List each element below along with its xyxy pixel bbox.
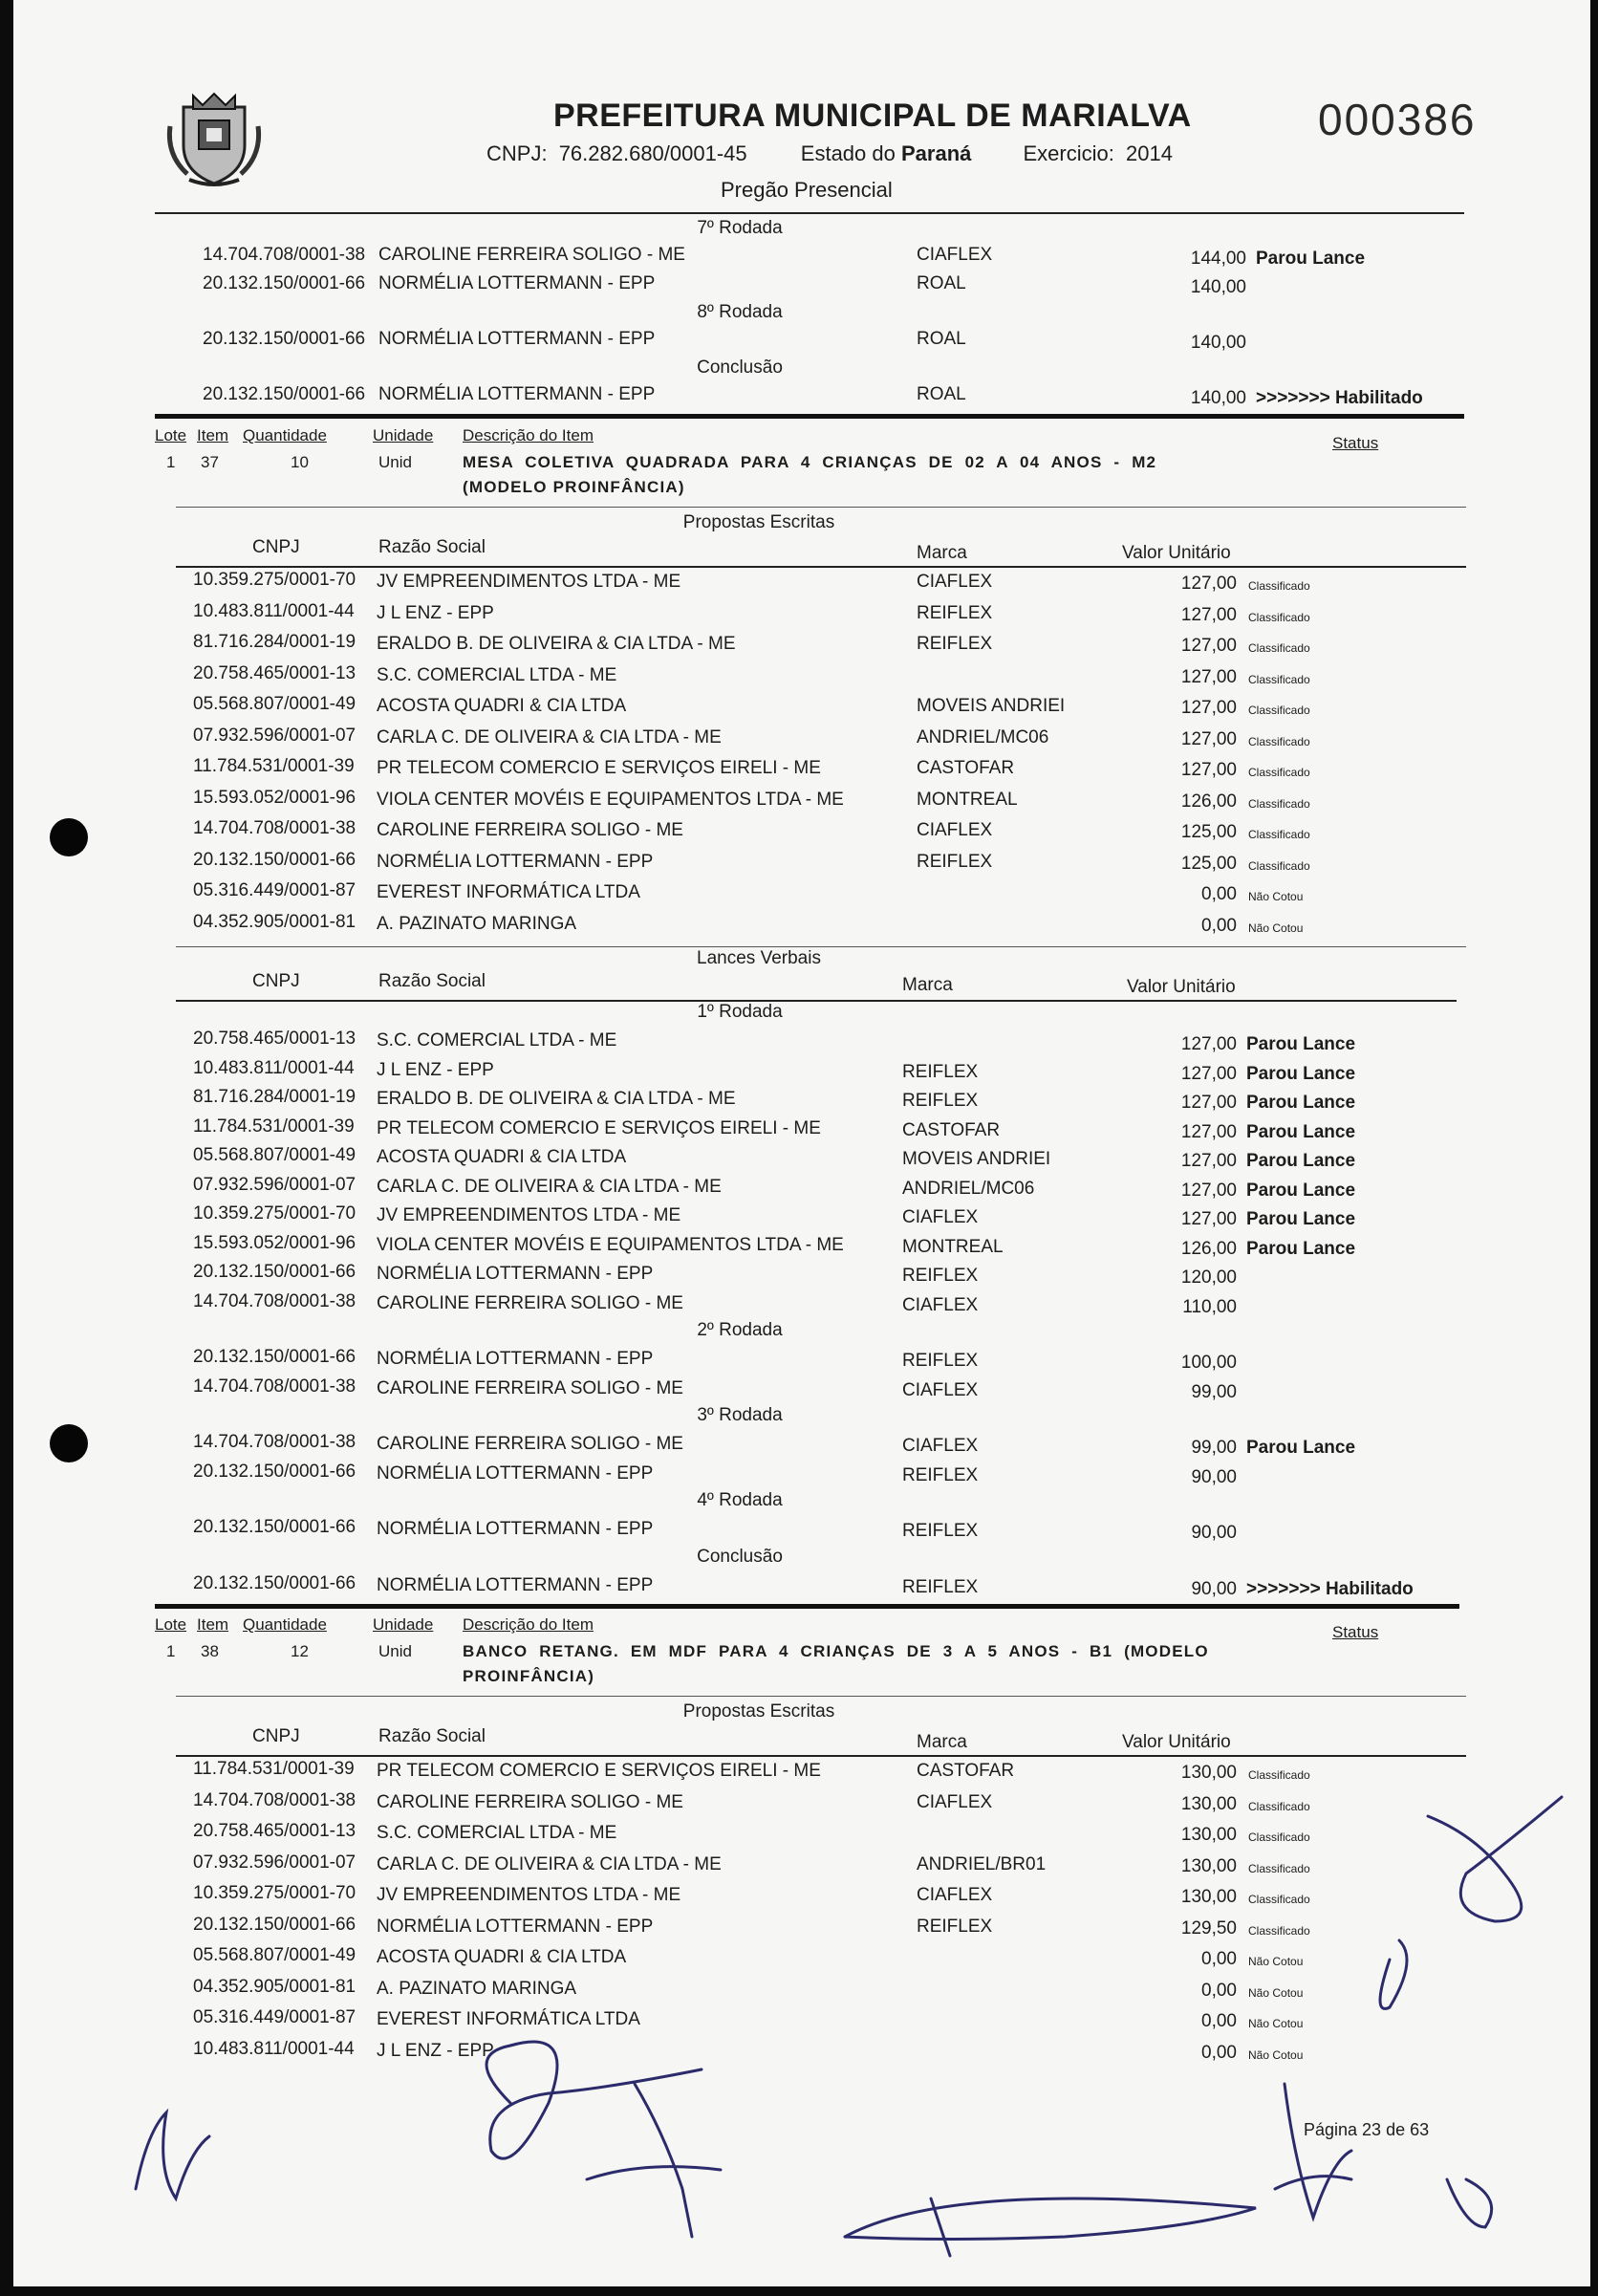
lance-cnpj: 10.359.275/0001-70 bbox=[193, 1203, 356, 1224]
proposta-cnpj: 14.704.708/0001-38 bbox=[193, 818, 356, 838]
bid-marca: ROAL bbox=[917, 384, 966, 404]
lance-razao: ERALDO B. DE OLIVEIRA & CIA LTDA - ME bbox=[377, 1089, 736, 1109]
page-number: Página 23 de 63 bbox=[1304, 2120, 1430, 2139]
bid-razao: NORMÉLIA LOTTERMANN - EPP bbox=[378, 273, 656, 293]
proposta-razao: CAROLINE FERREIRA SOLIGO - ME bbox=[377, 1791, 683, 1812]
proposta-marca: CASTOFAR bbox=[917, 758, 1015, 778]
proposta-status: Classificado bbox=[1248, 1799, 1310, 1813]
bid-marca: ROAL bbox=[917, 329, 966, 349]
punch-hole bbox=[50, 818, 88, 856]
proposta-cnpj: 20.758.465/0001-13 bbox=[193, 1821, 356, 1841]
col-cnpj: CNPJ bbox=[252, 537, 300, 557]
proposta-valor: 130,00 bbox=[1180, 1855, 1237, 1876]
proposta-cnpj: 10.359.275/0001-70 bbox=[193, 1883, 356, 1903]
proposta-razao: ERALDO B. DE OLIVEIRA & CIA LTDA - ME bbox=[377, 634, 736, 654]
proposta-status: Não Cotou bbox=[1248, 2047, 1304, 2062]
bid-valor: 140,00 bbox=[1190, 277, 1246, 297]
lance-cnpj: 14.704.708/0001-38 bbox=[193, 1290, 356, 1311]
proposta-razao: S.C. COMERCIAL LTDA - ME bbox=[377, 664, 617, 685]
item-descricao: BANCO RETANG. EM MDF PARA 4 CRIANÇAS DE 3 A 5 ANOS - B1 (MODELO bbox=[463, 1642, 1209, 1660]
lance-valor: 127,00 bbox=[1180, 1151, 1237, 1171]
modalidade: Pregão Presencial bbox=[721, 178, 893, 202]
estado-value: Paraná bbox=[900, 141, 972, 165]
lance-valor: 127,00 bbox=[1180, 1121, 1237, 1142]
proposta-valor: 127,00 bbox=[1180, 574, 1237, 594]
lance-status: Parou Lance bbox=[1246, 1034, 1356, 1054]
bid-valor: 140,00 bbox=[1190, 388, 1246, 408]
proposta-cnpj: 04.352.905/0001-81 bbox=[193, 911, 356, 932]
proposta-cnpj: 20.132.150/0001-66 bbox=[193, 1914, 356, 1935]
proposta-cnpj: 20.758.465/0001-13 bbox=[193, 662, 356, 683]
document-page bbox=[13, 0, 1590, 2286]
bid-cnpj: 20.132.150/0001-66 bbox=[203, 273, 366, 293]
lance-razao: J L ENZ - EPP bbox=[377, 1059, 494, 1080]
lance-cnpj: 15.593.052/0001-96 bbox=[193, 1232, 356, 1253]
item-quantidade: 12 bbox=[291, 1642, 309, 1660]
round-label: Conclusão bbox=[697, 357, 783, 378]
proposta-valor: 0,00 bbox=[1201, 2011, 1237, 2031]
unidade-label: Unidade bbox=[373, 426, 434, 444]
proposta-marca: CIAFLEX bbox=[917, 1885, 993, 1905]
proposta-status: Não Cotou bbox=[1248, 1955, 1304, 1968]
proposta-status: Classificado bbox=[1248, 828, 1310, 841]
lance-marca: REIFLEX bbox=[902, 1266, 979, 1286]
lance-cnpj: 20.758.465/0001-13 bbox=[193, 1029, 356, 1049]
proposta-valor: 0,00 bbox=[1201, 2042, 1237, 2063]
lance-cnpj: 14.704.708/0001-38 bbox=[193, 1375, 356, 1397]
proposta-marca: CASTOFAR bbox=[917, 1761, 1015, 1781]
proposta-valor: 130,00 bbox=[1180, 1763, 1237, 1783]
proposta-marca: MOVEIS ANDRIEI bbox=[917, 696, 1066, 716]
proposta-valor: 130,00 bbox=[1180, 1825, 1237, 1845]
item-lote: 1 bbox=[166, 1642, 176, 1660]
proposta-razao: A. PAZINATO MARINGA bbox=[377, 913, 577, 934]
status-label: Status bbox=[1332, 1623, 1379, 1641]
lance-razao: NORMÉLIA LOTTERMANN - EPP bbox=[377, 1349, 654, 1369]
bid-razao: NORMÉLIA LOTTERMANN - EPP bbox=[378, 384, 656, 404]
proposta-status: Classificado bbox=[1248, 858, 1310, 873]
col-valor: Valor Unitário bbox=[1122, 1732, 1231, 1752]
lance-valor: 127,00 bbox=[1180, 1063, 1237, 1084]
item-label: Item bbox=[197, 426, 229, 444]
lance-marca: MONTREAL bbox=[902, 1236, 1004, 1257]
proposta-cnpj: 05.568.807/0001-49 bbox=[193, 1945, 356, 1965]
lance-cnpj: 20.132.150/0001-66 bbox=[193, 1517, 356, 1537]
lance-razao: S.C. COMERCIAL LTDA - ME bbox=[377, 1030, 617, 1051]
proposta-status: Classificado bbox=[1248, 1768, 1310, 1782]
item-number: 38 bbox=[201, 1642, 219, 1660]
lance-cnpj: 20.132.150/0001-66 bbox=[193, 1461, 356, 1482]
lance-razao: NORMÉLIA LOTTERMANN - EPP bbox=[377, 1519, 654, 1539]
lance-valor: 127,00 bbox=[1180, 1209, 1237, 1229]
proposta-marca: CIAFLEX bbox=[917, 572, 993, 592]
bid-cnpj: 14.704.708/0001-38 bbox=[203, 245, 366, 265]
punch-hole bbox=[50, 1424, 88, 1462]
lance-razao: PR TELECOM COMERCIO E SERVIÇOS EIRELI - ME bbox=[377, 1117, 821, 1138]
proposta-razao: NORMÉLIA LOTTERMANN - EPP bbox=[377, 851, 654, 872]
descricao-label: Descrição do Item bbox=[463, 1615, 594, 1634]
lance-razao: NORMÉLIA LOTTERMANN - EPP bbox=[377, 1574, 654, 1595]
lance-marca: CIAFLEX bbox=[902, 1436, 979, 1456]
proposta-status: Classificado bbox=[1248, 672, 1310, 686]
lance-razao: NORMÉLIA LOTTERMANN - EPP bbox=[377, 1462, 654, 1484]
cnpj-label: CNPJ: bbox=[486, 141, 548, 165]
bid-valor: 140,00 bbox=[1190, 333, 1246, 353]
lance-marca: REIFLEX bbox=[902, 1351, 979, 1371]
proposta-cnpj: 05.568.807/0001-49 bbox=[193, 694, 356, 714]
unidade-label: Unidade bbox=[373, 1615, 434, 1634]
lance-valor: 100,00 bbox=[1180, 1353, 1237, 1373]
lance-marca: CIAFLEX bbox=[902, 1294, 979, 1315]
lance-status: Parou Lance bbox=[1246, 1238, 1356, 1259]
proposta-status: Não Cotou bbox=[1248, 1985, 1304, 2000]
col-cnpj: CNPJ bbox=[252, 1726, 300, 1746]
lance-razao: CARLA C. DE OLIVEIRA & CIA LTDA - ME bbox=[377, 1176, 722, 1197]
lance-valor: 90,00 bbox=[1191, 1523, 1237, 1543]
handwritten-signature bbox=[13, 0, 1590, 2286]
lance-marca: CIAFLEX bbox=[902, 1207, 979, 1227]
lance-marca: REIFLEX bbox=[902, 1576, 979, 1597]
proposta-status: Não Cotou bbox=[1248, 921, 1304, 935]
round-label: Conclusão bbox=[697, 1546, 783, 1567]
proposta-razao: CAROLINE FERREIRA SOLIGO - ME bbox=[377, 820, 683, 840]
lance-status: Parou Lance bbox=[1246, 1438, 1356, 1458]
bid-valor: 144,00 bbox=[1190, 249, 1246, 269]
proposta-valor: 130,00 bbox=[1180, 1793, 1237, 1814]
lance-marca: REIFLEX bbox=[902, 1464, 979, 1485]
lance-valor: 110,00 bbox=[1182, 1296, 1237, 1317]
proposta-cnpj: 11.784.531/0001-39 bbox=[193, 1759, 355, 1779]
proposta-valor: 125,00 bbox=[1180, 822, 1237, 842]
proposta-cnpj: 15.593.052/0001-96 bbox=[193, 787, 356, 808]
proposta-cnpj: 07.932.596/0001-07 bbox=[193, 725, 356, 746]
proposta-razao: JV EMPREENDIMENTOS LTDA - ME bbox=[377, 572, 681, 592]
proposta-marca: REIFLEX bbox=[917, 1916, 993, 1937]
proposta-status: Classificado bbox=[1248, 579, 1310, 593]
proposta-valor: 0,00 bbox=[1201, 1949, 1237, 1969]
quantidade-label: Quantidade bbox=[243, 1615, 327, 1634]
lance-valor: 120,00 bbox=[1180, 1267, 1237, 1288]
proposta-cnpj: 10.359.275/0001-70 bbox=[193, 570, 356, 590]
proposta-valor: 0,00 bbox=[1201, 884, 1237, 904]
proposta-razao: S.C. COMERCIAL LTDA - ME bbox=[377, 1823, 617, 1843]
proposta-cnpj: 07.932.596/0001-07 bbox=[193, 1852, 356, 1873]
lance-cnpj: 11.784.531/0001-39 bbox=[193, 1116, 355, 1137]
proposta-valor: 125,00 bbox=[1180, 853, 1237, 874]
proposta-valor: 127,00 bbox=[1180, 728, 1237, 749]
item-descricao-cont: PROINFÂNCIA) bbox=[463, 1667, 595, 1685]
lance-razao: CAROLINE FERREIRA SOLIGO - ME bbox=[377, 1377, 683, 1398]
lance-valor: 126,00 bbox=[1180, 1238, 1237, 1259]
proposta-status: Classificado bbox=[1248, 796, 1310, 811]
lance-razao: VIOLA CENTER MOVÉIS E EQUIPAMENTOS LTDA - ME bbox=[377, 1234, 844, 1255]
proposta-valor: 130,00 bbox=[1180, 1887, 1237, 1907]
lance-status: Parou Lance bbox=[1246, 1093, 1356, 1113]
lance-marca: ANDRIEL/MC06 bbox=[902, 1178, 1035, 1199]
lote-label: Lote bbox=[155, 426, 187, 444]
lance-cnpj: 20.132.150/0001-66 bbox=[193, 1572, 356, 1593]
exercicio-label: Exercicio: bbox=[1023, 141, 1114, 165]
proposta-marca: REIFLEX bbox=[917, 602, 993, 623]
proposta-valor: 0,00 bbox=[1201, 915, 1237, 936]
proposta-valor: 127,00 bbox=[1180, 666, 1237, 687]
proposta-cnpj: 04.352.905/0001-81 bbox=[193, 1976, 356, 1997]
item-descricao-cont: (MODELO PROINFÂNCIA) bbox=[463, 478, 685, 496]
lance-valor: 90,00 bbox=[1191, 1466, 1237, 1487]
proposta-razao: CARLA C. DE OLIVEIRA & CIA LTDA - ME bbox=[377, 726, 722, 747]
col-razao: Razão Social bbox=[378, 971, 486, 991]
lance-razao: JV EMPREENDIMENTOS LTDA - ME bbox=[377, 1205, 681, 1225]
proposta-status: Classificado bbox=[1248, 1893, 1310, 1906]
proposta-valor: 127,00 bbox=[1180, 604, 1237, 625]
lance-razao: ACOSTA QUADRI & CIA LTDA bbox=[377, 1147, 627, 1167]
proposta-razao: ACOSTA QUADRI & CIA LTDA bbox=[377, 1947, 627, 1967]
proposta-marca: ANDRIEL/MC06 bbox=[917, 726, 1049, 747]
cnpj-value: 76.282.680/0001-45 bbox=[558, 141, 747, 165]
proposta-cnpj: 14.704.708/0001-38 bbox=[193, 1789, 356, 1810]
bid-status: >>>>>>> Habilitado bbox=[1256, 388, 1423, 408]
bid-marca: CIAFLEX bbox=[917, 245, 993, 265]
proposta-razao: CARLA C. DE OLIVEIRA & CIA LTDA - ME bbox=[377, 1853, 722, 1874]
proposta-razao: PR TELECOM COMERCIO E SERVIÇOS EIRELI - ME bbox=[377, 758, 821, 778]
proposta-status: Classificado bbox=[1248, 1861, 1310, 1875]
item-label: Item bbox=[197, 1615, 229, 1634]
col-marca: Marca bbox=[902, 975, 953, 995]
proposta-marca: MONTREAL bbox=[917, 789, 1018, 810]
proposta-razao: J L ENZ - EPP bbox=[377, 2040, 494, 2061]
lance-status: >>>>>>> Habilitado bbox=[1246, 1578, 1414, 1599]
item-quantidade: 10 bbox=[291, 453, 309, 471]
proposta-razao: VIOLA CENTER MOVÉIS E EQUIPAMENTOS LTDA - ME bbox=[377, 789, 844, 810]
lance-razao: CAROLINE FERREIRA SOLIGO - ME bbox=[377, 1292, 683, 1313]
proposta-marca: CIAFLEX bbox=[917, 1791, 993, 1812]
bid-razao: NORMÉLIA LOTTERMANN - EPP bbox=[378, 329, 656, 349]
lances-title: Lances Verbais bbox=[697, 948, 821, 968]
item-descricao: MESA COLETIVA QUADRADA PARA 4 CRIANÇAS DE 02 A 04 ANOS - M2 bbox=[463, 453, 1157, 471]
bid-marca: ROAL bbox=[917, 273, 966, 293]
lance-cnpj: 20.132.150/0001-66 bbox=[193, 1347, 356, 1367]
item-lote: 1 bbox=[166, 453, 176, 471]
bid-cnpj: 20.132.150/0001-66 bbox=[203, 329, 366, 349]
lance-cnpj: 14.704.708/0001-38 bbox=[193, 1432, 356, 1452]
lance-valor: 99,00 bbox=[1191, 1381, 1237, 1402]
col-razao: Razão Social bbox=[378, 537, 486, 557]
proposta-marca: ANDRIEL/BR01 bbox=[917, 1853, 1047, 1874]
round-label: 8º Rodada bbox=[697, 302, 783, 322]
proposta-status: Classificado bbox=[1248, 1923, 1310, 1938]
round-label: 7º Rodada bbox=[697, 218, 783, 238]
proposta-valor: 127,00 bbox=[1180, 698, 1237, 718]
col-marca: Marca bbox=[917, 1732, 967, 1752]
propostas-title: Propostas Escritas bbox=[682, 512, 835, 532]
lance-valor: 90,00 bbox=[1191, 1578, 1237, 1599]
item-unidade: Unid bbox=[378, 1642, 412, 1660]
proposta-valor: 129,50 bbox=[1180, 1917, 1237, 1939]
propostas-title: Propostas Escritas bbox=[682, 1701, 835, 1722]
exercicio-value: 2014 bbox=[1125, 141, 1173, 165]
proposta-cnpj: 81.716.284/0001-19 bbox=[193, 632, 356, 652]
proposta-status: Não Cotou bbox=[1248, 890, 1304, 903]
proposta-status: Classificado bbox=[1248, 734, 1310, 748]
round-label: 3º Rodada bbox=[697, 1405, 783, 1425]
lance-status: Parou Lance bbox=[1246, 1209, 1356, 1229]
item-number: 37 bbox=[201, 453, 219, 471]
lance-marca: REIFLEX bbox=[902, 1521, 979, 1541]
quantidade-label: Quantidade bbox=[243, 426, 327, 444]
proposta-razao: ACOSTA QUADRI & CIA LTDA bbox=[377, 696, 627, 716]
lance-cnpj: 05.568.807/0001-49 bbox=[193, 1145, 356, 1165]
bid-razao: CAROLINE FERREIRA SOLIGO - ME bbox=[378, 245, 685, 265]
lote-label: Lote bbox=[155, 1615, 187, 1634]
proposta-status: Classificado bbox=[1248, 1830, 1310, 1844]
lance-valor: 127,00 bbox=[1180, 1034, 1237, 1054]
lance-marca: REIFLEX bbox=[902, 1061, 979, 1082]
bid-status: Parou Lance bbox=[1256, 249, 1366, 269]
lance-cnpj: 07.932.596/0001-07 bbox=[193, 1174, 356, 1195]
proposta-razao: EVEREST INFORMÁTICA LTDA bbox=[377, 2009, 640, 2029]
col-valor: Valor Unitário bbox=[1122, 543, 1231, 563]
page-title: PREFEITURA MUNICIPAL DE MARIALVA bbox=[553, 97, 1192, 134]
proposta-valor: 126,00 bbox=[1180, 791, 1237, 812]
proposta-status: Classificado bbox=[1248, 610, 1310, 624]
proposta-marca: CIAFLEX bbox=[917, 820, 993, 840]
proposta-status: Classificado bbox=[1248, 641, 1310, 655]
proposta-razao: JV EMPREENDIMENTOS LTDA - ME bbox=[377, 1885, 681, 1905]
proposta-valor: 127,00 bbox=[1180, 636, 1237, 656]
stamp-number: 000386 bbox=[1318, 95, 1477, 144]
proposta-cnpj: 10.483.811/0001-44 bbox=[193, 600, 355, 621]
proposta-valor: 0,00 bbox=[1201, 1980, 1237, 2001]
lance-valor: 127,00 bbox=[1180, 1093, 1237, 1113]
lance-marca: MOVEIS ANDRIEI bbox=[902, 1149, 1051, 1169]
proposta-marca: REIFLEX bbox=[917, 634, 993, 654]
col-marca: Marca bbox=[917, 543, 967, 563]
lance-cnpj: 81.716.284/0001-19 bbox=[193, 1087, 356, 1107]
lance-status: Parou Lance bbox=[1246, 1180, 1356, 1201]
lance-marca: CASTOFAR bbox=[902, 1119, 1001, 1140]
lance-status: Parou Lance bbox=[1246, 1121, 1356, 1142]
round-label: 4º Rodada bbox=[697, 1490, 783, 1510]
proposta-cnpj: 11.784.531/0001-39 bbox=[193, 756, 355, 776]
lance-valor: 99,00 bbox=[1191, 1438, 1237, 1458]
descricao-label: Descrição do Item bbox=[463, 426, 594, 444]
bid-cnpj: 20.132.150/0001-66 bbox=[203, 384, 366, 404]
lance-cnpj: 20.132.150/0001-66 bbox=[193, 1262, 356, 1282]
proposta-status: Classificado bbox=[1248, 766, 1310, 779]
lance-valor: 127,00 bbox=[1180, 1180, 1237, 1201]
proposta-razao: NORMÉLIA LOTTERMANN - EPP bbox=[377, 1916, 654, 1937]
proposta-razao: A. PAZINATO MARINGA bbox=[377, 1978, 577, 1999]
col-razao: Razão Social bbox=[378, 1726, 486, 1746]
lance-razao: NORMÉLIA LOTTERMANN - EPP bbox=[377, 1264, 654, 1284]
proposta-marca: REIFLEX bbox=[917, 851, 993, 872]
estado-label: Estado do bbox=[800, 141, 896, 165]
col-cnpj: CNPJ bbox=[252, 971, 300, 991]
item-unidade: Unid bbox=[378, 453, 412, 471]
lance-marca: REIFLEX bbox=[902, 1091, 979, 1111]
proposta-razao: PR TELECOM COMERCIO E SERVIÇOS EIRELI - ME bbox=[377, 1761, 821, 1781]
proposta-valor: 127,00 bbox=[1180, 760, 1237, 780]
proposta-cnpj: 20.132.150/0001-66 bbox=[193, 849, 356, 870]
proposta-razao: J L ENZ - EPP bbox=[377, 602, 494, 623]
proposta-cnpj: 05.316.449/0001-87 bbox=[193, 880, 356, 900]
lance-marca: CIAFLEX bbox=[902, 1379, 979, 1400]
proposta-razao: EVEREST INFORMÁTICA LTDA bbox=[377, 882, 640, 902]
lance-status: Parou Lance bbox=[1246, 1063, 1356, 1084]
proposta-cnpj: 05.316.449/0001-87 bbox=[193, 2007, 356, 2027]
proposta-status: Não Cotou bbox=[1248, 2017, 1304, 2030]
round-label: 2º Rodada bbox=[697, 1320, 783, 1340]
proposta-status: Classificado bbox=[1248, 704, 1310, 717]
round-label: 1º Rodada bbox=[697, 1002, 783, 1022]
status-label: Status bbox=[1332, 434, 1379, 452]
proposta-cnpj: 10.483.811/0001-44 bbox=[193, 2038, 355, 2059]
lance-status: Parou Lance bbox=[1246, 1151, 1356, 1171]
col-valor: Valor Unitário bbox=[1127, 977, 1236, 997]
lance-cnpj: 10.483.811/0001-44 bbox=[193, 1057, 355, 1078]
lance-razao: CAROLINE FERREIRA SOLIGO - ME bbox=[377, 1434, 683, 1454]
